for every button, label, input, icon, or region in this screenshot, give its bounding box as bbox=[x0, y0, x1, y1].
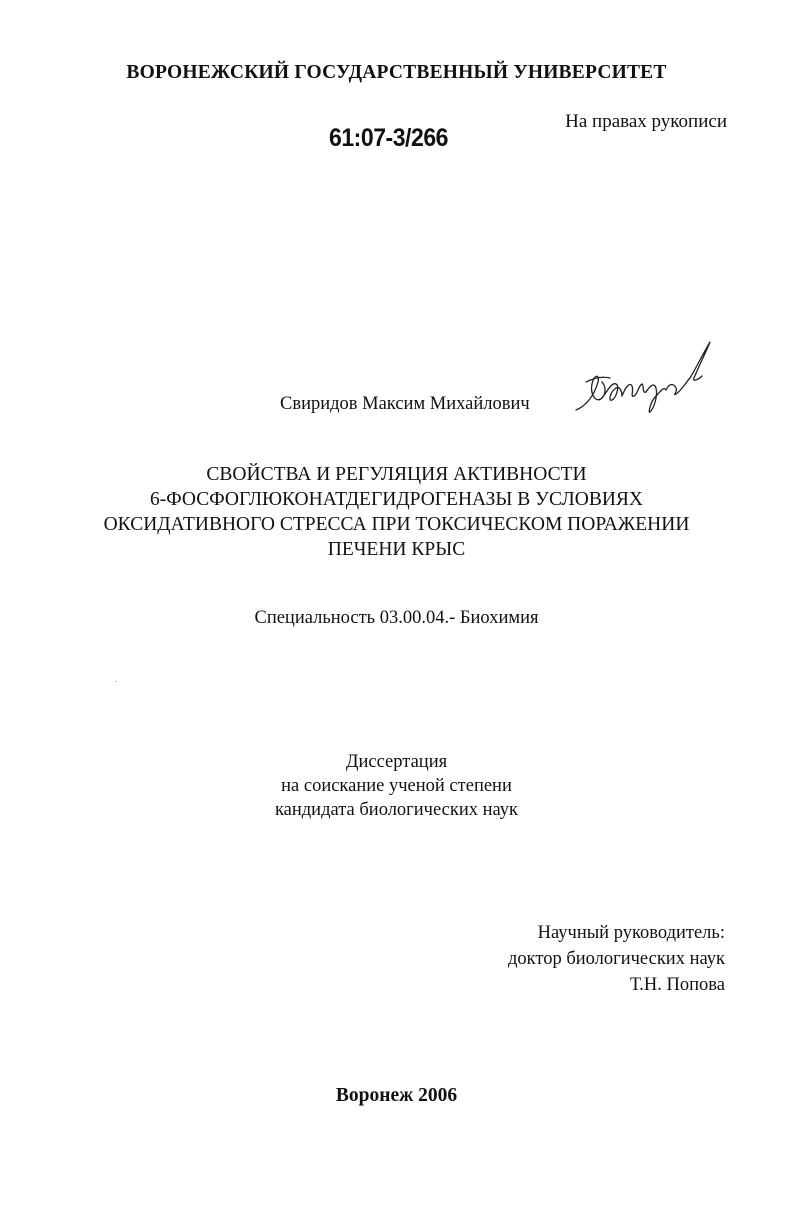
catalog-code-stamp: 61:07-3/266 bbox=[329, 124, 448, 152]
signature-stroke bbox=[666, 378, 690, 395]
title-line: ОКСИДАТИВНОГО СТРЕССА ПРИ ТОКСИЧЕСКОМ ПОРАЖЕНИИ bbox=[103, 514, 690, 535]
university-name: ВОРОНЕЖСКИЙ ГОСУДАРСТВЕННЫЙ УНИВЕРСИТЕТ bbox=[126, 62, 667, 83]
title-line: СВОЙСТВА И РЕГУЛЯЦИЯ АКТИВНОСТИ bbox=[206, 464, 587, 485]
author-signature bbox=[572, 338, 712, 418]
place-and-year: Воронеж 2006 bbox=[335, 1085, 458, 1106]
title-line: 6-ФОСФОГЛЮКОНАТДЕГИДРОГЕНАЗЫ В УСЛОВИЯХ bbox=[150, 489, 643, 510]
signature-stroke bbox=[622, 384, 646, 396]
scan-speck bbox=[115, 681, 117, 682]
degree-line: на соискание ученой степени bbox=[281, 776, 512, 796]
title-line: ПЕЧЕНИ КРЫС bbox=[327, 539, 466, 560]
signature-stroke bbox=[646, 385, 666, 412]
dissertation-title bbox=[0, 462, 793, 562]
degree-line: кандидата биологических наук bbox=[274, 800, 519, 820]
degree-line: Диссертация bbox=[345, 752, 448, 772]
supervisor-line: Научный руководитель: bbox=[537, 923, 725, 943]
rights-note: На правах рукописи bbox=[565, 111, 727, 132]
supervisor-block bbox=[508, 920, 725, 998]
author-name: Свиридов Максим Михайлович bbox=[280, 394, 530, 414]
specialty: Специальность 03.00.04.- Биохимия bbox=[254, 608, 539, 628]
degree-statement bbox=[0, 750, 793, 822]
signature-stroke bbox=[690, 342, 710, 380]
signature-stroke bbox=[576, 376, 605, 410]
supervisor-line: доктор биологических наук bbox=[507, 949, 725, 969]
supervisor-line: Т.Н. Попова bbox=[629, 975, 725, 995]
